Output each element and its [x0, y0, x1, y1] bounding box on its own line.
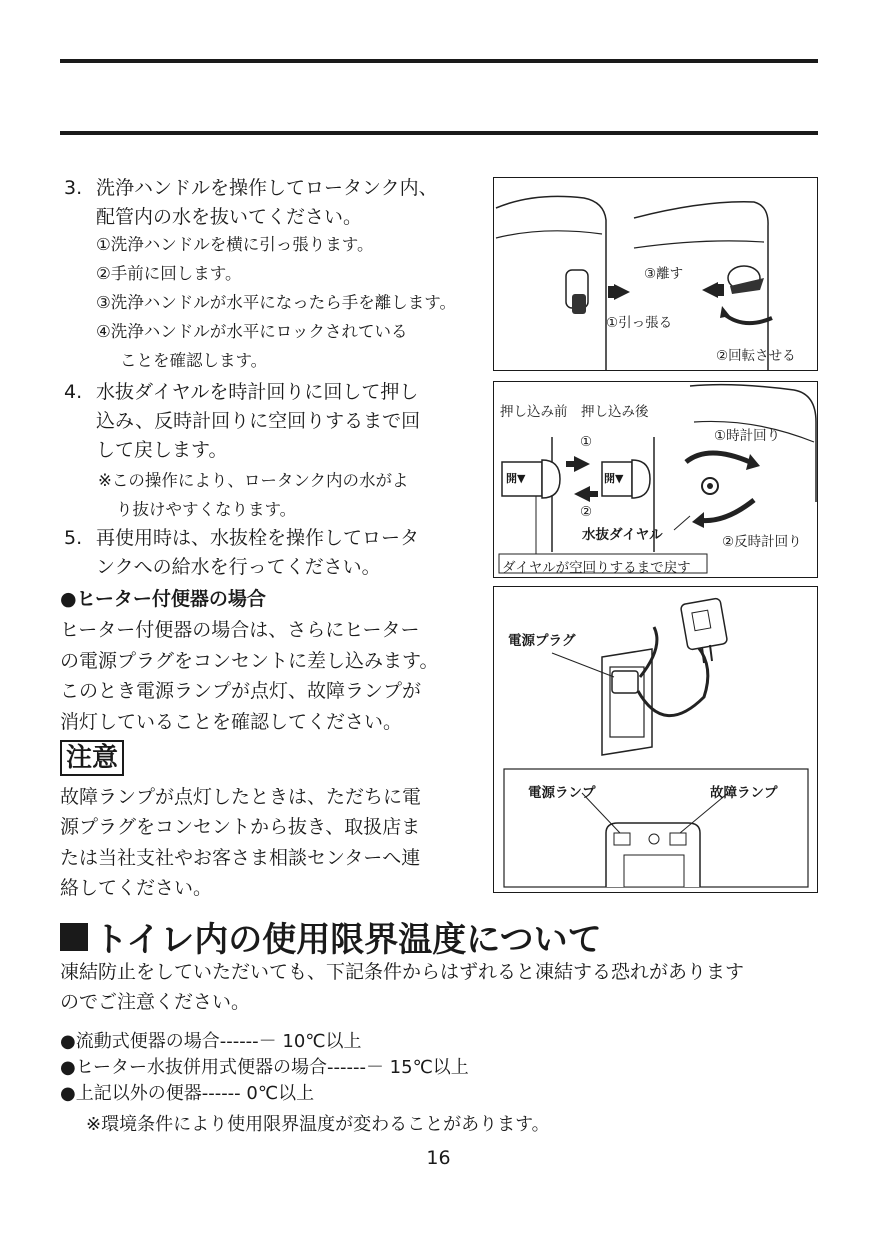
section-title-text: トイレ内の使用限界温度について [94, 920, 602, 960]
figure-drain-dial [493, 381, 818, 578]
step-3-number: 3. [64, 177, 83, 199]
section-title [60, 912, 602, 961]
clockwise-label: ①時計回り [714, 428, 781, 444]
rotate-label: ②回転させる [716, 348, 796, 364]
dial-tag-before: 開▼ [506, 472, 526, 485]
step-3-sub-5: ことを確認します。 [120, 351, 268, 370]
dial-label: 水抜ダイヤル [582, 527, 663, 543]
step-3-sub-3: ③洗浄ハンドルが水平になったら手を離します。 [96, 293, 456, 312]
pull-label: ①引っ張る [606, 315, 673, 331]
caution-line-2: 源プラグをコンセントから抜き、取扱店ま [60, 816, 421, 838]
caution-line-4: 絡してください。 [60, 877, 213, 899]
step-4-line-1: 水抜ダイヤルを時計回りに回して押し [96, 381, 419, 403]
power-lamp-label: 電源ランプ [528, 785, 596, 801]
step-4-line-2: 込み、反時計回りに空回りするまで回 [96, 410, 421, 432]
release-label: ③離す [644, 266, 684, 282]
step-4-number: 4. [64, 381, 83, 403]
step-5-line-1: 再使用時は、水抜栓を操作してロータ [96, 527, 420, 549]
step-5-number: 5. [64, 527, 83, 549]
return-instruction-label: ダイヤルが空回りするまで戻す [502, 560, 691, 576]
section-intro-2: のでご注意ください。 [60, 991, 251, 1013]
step-3-sub-2: ②手前に回します。 [96, 264, 242, 283]
counterclockwise-label: ②反時計回り [722, 534, 802, 550]
heater-line-1: ヒーター付便器の場合は、さらにヒーター [60, 619, 420, 641]
step-3-line-2: 配管内の水を抜いてください。 [96, 206, 363, 228]
heater-line-4: 消灯していることを確認してください。 [60, 711, 403, 733]
caution-line-3: たは当社支社やお客さま相談センターへ連 [60, 847, 421, 869]
dial-tag-after: 開▼ [604, 472, 624, 485]
figure-power-plug [493, 586, 818, 893]
condition-note: ※環境条件により使用限界温度が変わることがあります。 [86, 1114, 550, 1135]
caution-label: 注意 [60, 740, 124, 776]
second-rule [60, 131, 818, 135]
step-4-sub-2: り抜けやすくなります。 [116, 500, 297, 519]
step-4-line-3: して戻します。 [96, 439, 228, 461]
step-5-line-2: ンクへの給水を行ってください。 [96, 556, 381, 578]
page-number: 16 [426, 1147, 451, 1169]
step-4-sub-1: ※この操作により、ロータンク内の水がよ [98, 471, 409, 490]
heater-line-3: このとき電源ランプが点灯、故障ランプが [60, 680, 422, 702]
heater-heading: ●ヒーター付便器の場合 [60, 588, 266, 610]
top-rule [60, 59, 818, 63]
push-marker-2: ② [580, 504, 593, 520]
fault-lamp-label: 故障ランプ [710, 785, 778, 801]
push-marker-1: ① [580, 434, 593, 450]
heater-line-2: の電源プラグをコンセントに差し込みます。 [60, 650, 439, 672]
step-3-sub-4: ④洗浄ハンドルが水平にロックされている [96, 322, 408, 341]
condition-bullet-2: ●ヒーター水抜併用式便器の場合------－ 15℃以上 [60, 1057, 469, 1078]
condition-bullet-1: ●流動式便器の場合------－ 10℃以上 [60, 1031, 362, 1052]
figure-handle-operation [493, 177, 818, 371]
step-3-sub-1: ①洗浄ハンドルを横に引っ張ります。 [96, 235, 374, 254]
condition-bullet-3: ●上記以外の便器------ 0℃以上 [60, 1083, 315, 1104]
step-3-line-1: 洗浄ハンドルを操作してロータンク内、 [96, 177, 438, 199]
black-square-icon [60, 923, 88, 951]
before-after-label: 押し込み前 押し込み後 [500, 404, 649, 420]
section-intro-1: 凍結防止をしていただいても、下記条件からはずれると凍結する恐れがあります [60, 961, 745, 983]
power-plug-label: 電源プラグ [508, 633, 576, 649]
caution-line-1: 故障ランプが点灯したときは、ただちに電 [60, 786, 422, 808]
